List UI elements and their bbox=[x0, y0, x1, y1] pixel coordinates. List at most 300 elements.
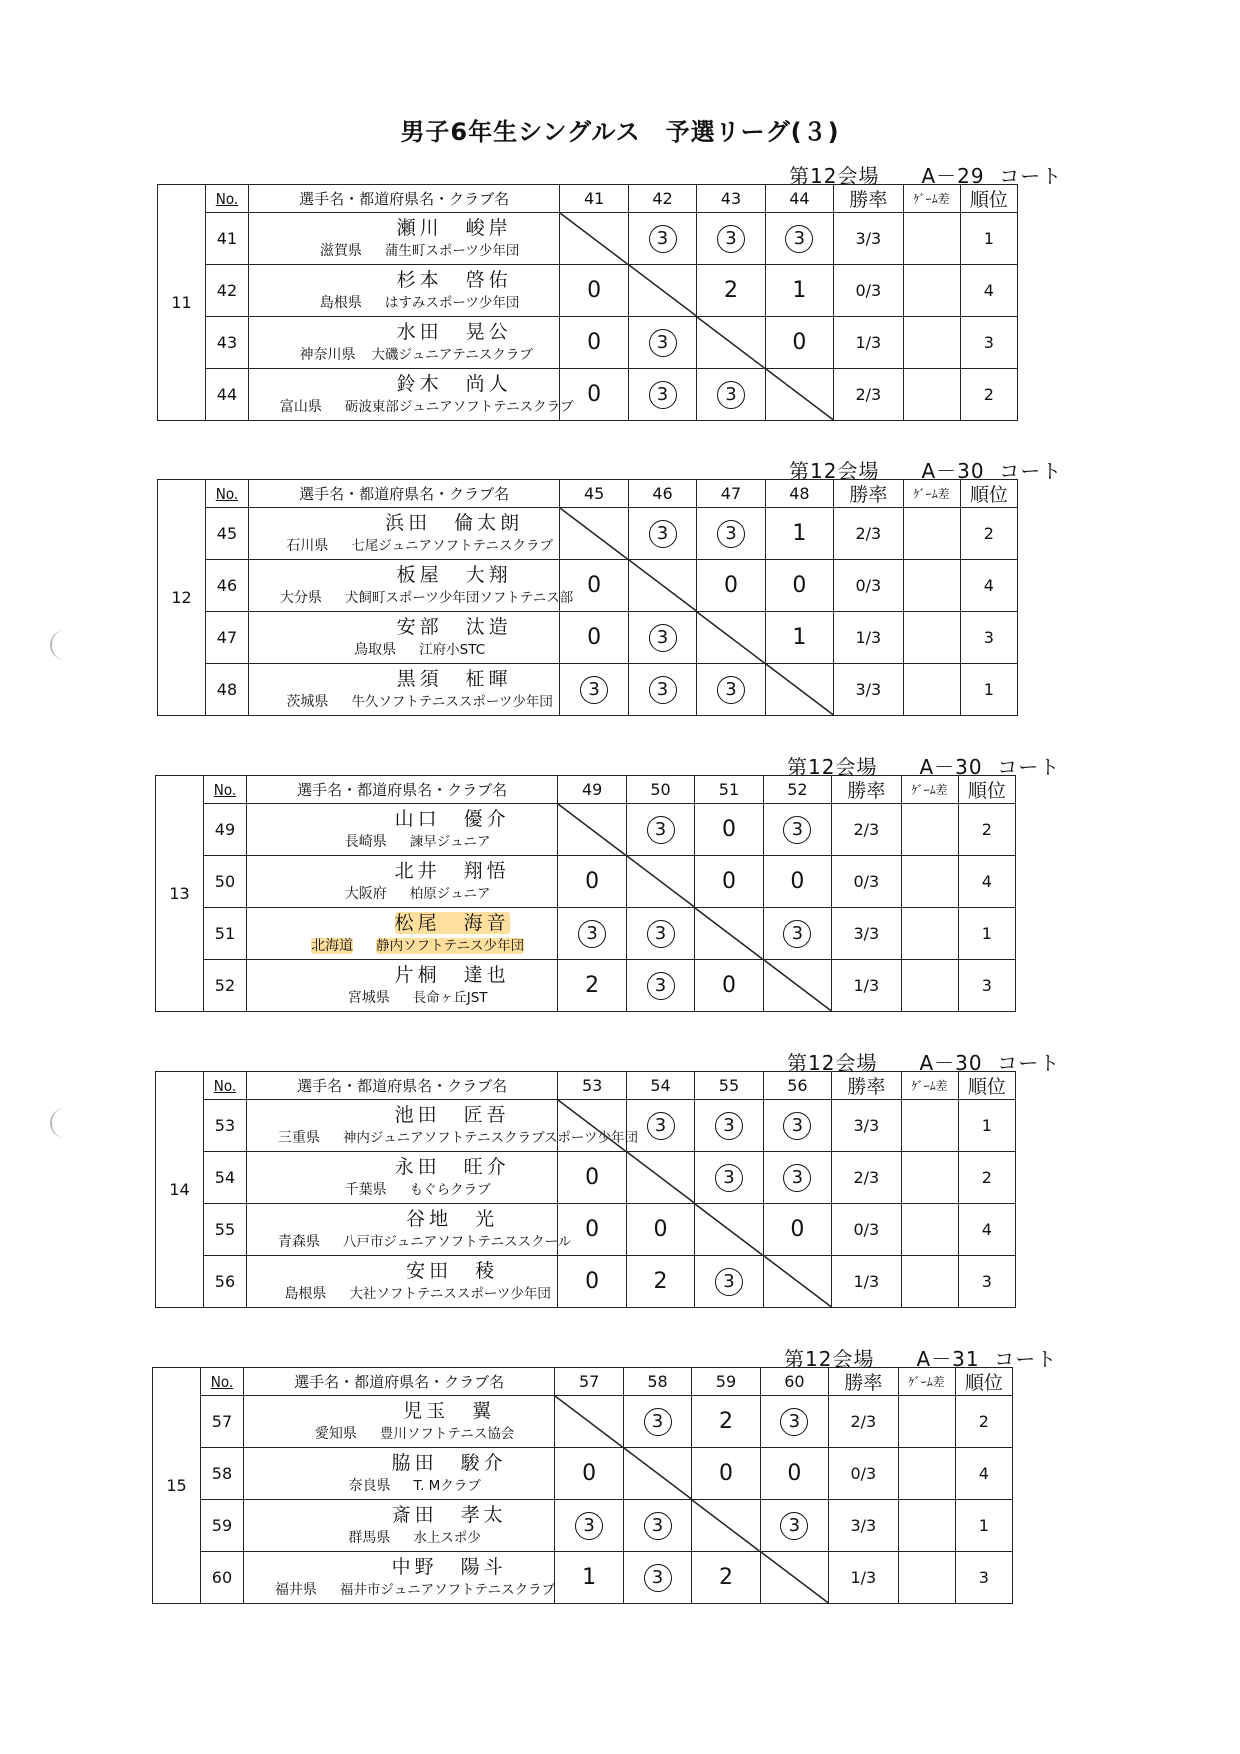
header-name: 選手名・都道府県名・クラブ名 bbox=[243, 1368, 555, 1396]
player-name: 水田 晃公 bbox=[396, 321, 512, 343]
match-result-win bbox=[628, 612, 696, 664]
table-header-row bbox=[156, 1072, 1016, 1100]
circled-win-score: 3 bbox=[717, 676, 745, 704]
rank: 3 bbox=[958, 1256, 1015, 1308]
circled-win-score: 3 bbox=[783, 920, 811, 948]
player-no: 60 bbox=[201, 1552, 244, 1604]
player-name: 松尾 海音 bbox=[394, 912, 510, 934]
player-name: 山口 優介 bbox=[394, 808, 510, 830]
match-result: 1 bbox=[765, 508, 833, 560]
rank: 4 bbox=[955, 1448, 1012, 1500]
match-result-win bbox=[628, 664, 696, 716]
header-opponent-no: 55 bbox=[695, 1072, 763, 1100]
win-rate: 2/3 bbox=[832, 804, 901, 856]
league-table-11 bbox=[157, 184, 1018, 421]
rank: 3 bbox=[955, 1552, 1012, 1604]
prefecture: 富山県 bbox=[279, 399, 322, 415]
prefecture: 大阪府 bbox=[344, 886, 387, 902]
circled-win-score: 3 bbox=[649, 520, 677, 548]
self-match-cell bbox=[765, 369, 833, 421]
rank: 2 bbox=[955, 1396, 1012, 1448]
player-name: 黒須 柾暉 bbox=[396, 668, 512, 690]
diagonal-slash bbox=[692, 1500, 759, 1551]
circled-win-score: 3 bbox=[649, 676, 677, 704]
game-diff bbox=[903, 265, 960, 317]
match-result-win bbox=[628, 317, 696, 369]
match-result: 0 bbox=[692, 1448, 760, 1500]
club-name: 水上スポ少 bbox=[413, 1530, 481, 1546]
header-win-rate: 勝率 bbox=[832, 1072, 901, 1100]
match-result: 0 bbox=[560, 612, 628, 664]
player-name: 瀬川 峻岸 bbox=[396, 217, 512, 239]
circled-win-score: 3 bbox=[575, 1512, 603, 1540]
win-rate: 1/3 bbox=[832, 960, 901, 1012]
player-name: 斎田 孝太 bbox=[391, 1504, 507, 1526]
header-opponent-no: 48 bbox=[765, 480, 833, 508]
circled-win-score: 3 bbox=[783, 1112, 811, 1140]
player-cell bbox=[246, 856, 558, 908]
club-name: T. Mクラブ bbox=[413, 1478, 481, 1494]
player-row bbox=[156, 908, 1016, 960]
match-result: 0 bbox=[765, 317, 833, 369]
match-result-win bbox=[626, 960, 694, 1012]
player-cell bbox=[248, 369, 574, 421]
header-opponent-no: 53 bbox=[558, 1072, 626, 1100]
club-name: 豊川ソフトテニス協会 bbox=[379, 1426, 515, 1442]
player-no: 46 bbox=[206, 560, 249, 612]
prefecture: 茨城県 bbox=[286, 694, 329, 710]
header-opponent-no: 52 bbox=[763, 776, 831, 804]
match-result: 0 bbox=[695, 804, 763, 856]
game-diff bbox=[898, 1448, 955, 1500]
self-match-cell bbox=[763, 1256, 831, 1308]
circled-win-score: 3 bbox=[647, 816, 675, 844]
match-result: 2 bbox=[558, 960, 626, 1012]
game-diff bbox=[901, 856, 958, 908]
match-result: 0 bbox=[765, 560, 833, 612]
win-rate: 0/3 bbox=[834, 265, 903, 317]
prefecture: 宮城県 bbox=[347, 990, 390, 1006]
rank: 4 bbox=[958, 1204, 1015, 1256]
match-result: 0 bbox=[555, 1448, 623, 1500]
match-result: 2 bbox=[692, 1552, 760, 1604]
player-no: 49 bbox=[204, 804, 247, 856]
self-match-cell bbox=[695, 1204, 763, 1256]
club-name: 蒲生町スポーツ少年団 bbox=[384, 243, 520, 259]
circled-win-score: 3 bbox=[647, 972, 675, 1000]
game-diff bbox=[903, 508, 960, 560]
match-result-win bbox=[626, 804, 694, 856]
header-no: No. bbox=[206, 185, 249, 213]
group-number: 11 bbox=[158, 185, 206, 421]
header-game-diff: ｹﾞｰﾑ差 bbox=[903, 185, 960, 213]
player-name: 安部 汰造 bbox=[396, 616, 512, 638]
league-table-12 bbox=[157, 479, 1018, 716]
self-match-cell bbox=[560, 508, 628, 560]
club-name: 七尾ジュニアソフトテニスクラブ bbox=[351, 538, 553, 554]
player-cell bbox=[246, 804, 558, 856]
self-match-cell bbox=[626, 1152, 694, 1204]
table-header-row bbox=[153, 1368, 1013, 1396]
match-result: 0 bbox=[695, 856, 763, 908]
player-cell bbox=[246, 908, 558, 960]
club-name: 長命ヶ丘JST bbox=[412, 990, 488, 1006]
player-row bbox=[153, 1500, 1013, 1552]
player-no: 54 bbox=[204, 1152, 247, 1204]
header-no: No. bbox=[206, 480, 249, 508]
player-cell bbox=[246, 960, 558, 1012]
rank: 1 bbox=[958, 908, 1015, 960]
self-match-cell bbox=[697, 612, 765, 664]
circled-win-score: 3 bbox=[649, 329, 677, 357]
match-result: 0 bbox=[763, 856, 831, 908]
header-opponent-no: 47 bbox=[697, 480, 765, 508]
header-opponent-no: 54 bbox=[626, 1072, 694, 1100]
group-number: 12 bbox=[158, 480, 206, 716]
player-name: 永田 旺介 bbox=[394, 1156, 510, 1178]
game-diff bbox=[901, 908, 958, 960]
match-result-win bbox=[558, 908, 626, 960]
prefecture: 千葉県 bbox=[344, 1182, 387, 1198]
prefecture: 神奈川県 bbox=[299, 347, 356, 363]
club-name: 大磯ジュニアテニスクラブ bbox=[371, 347, 533, 363]
match-result: 0 bbox=[560, 560, 628, 612]
win-rate: 0/3 bbox=[832, 856, 901, 908]
game-diff bbox=[901, 1100, 958, 1152]
header-opponent-no: 50 bbox=[626, 776, 694, 804]
match-result-win bbox=[560, 664, 628, 716]
header-game-diff: ｹﾞｰﾑ差 bbox=[903, 480, 960, 508]
self-match-cell bbox=[628, 265, 696, 317]
game-diff bbox=[903, 317, 960, 369]
player-no: 58 bbox=[201, 1448, 244, 1500]
player-cell bbox=[248, 664, 560, 716]
match-result-win bbox=[697, 213, 765, 265]
header-win-rate: 勝率 bbox=[829, 1368, 898, 1396]
match-result-win bbox=[763, 1152, 831, 1204]
header-rank: 順位 bbox=[958, 776, 1015, 804]
player-no: 52 bbox=[204, 960, 247, 1012]
match-result: 1 bbox=[555, 1552, 623, 1604]
player-name: 北井 翔悟 bbox=[394, 860, 510, 882]
game-diff bbox=[901, 960, 958, 1012]
header-game-diff: ｹﾞｰﾑ差 bbox=[898, 1368, 955, 1396]
player-row bbox=[156, 960, 1016, 1012]
diagonal-slash bbox=[695, 1204, 762, 1255]
header-opponent-no: 59 bbox=[692, 1368, 760, 1396]
game-diff bbox=[903, 612, 960, 664]
game-diff bbox=[903, 560, 960, 612]
prefecture: 愛知県 bbox=[314, 1426, 357, 1442]
venue-court-label: 第12会場 A－30 コート bbox=[789, 459, 1063, 483]
diagonal-slash bbox=[764, 1256, 831, 1307]
table-header-row bbox=[158, 185, 1018, 213]
league-table-15 bbox=[152, 1367, 1013, 1604]
match-result-win bbox=[763, 1100, 831, 1152]
header-opponent-no: 41 bbox=[560, 185, 628, 213]
match-result-win bbox=[626, 1100, 694, 1152]
player-cell bbox=[246, 1152, 558, 1204]
circled-win-score: 3 bbox=[715, 1164, 743, 1192]
diagonal-slash bbox=[766, 664, 833, 715]
win-rate: 0/3 bbox=[834, 560, 903, 612]
win-rate: 1/3 bbox=[834, 317, 903, 369]
player-cell bbox=[246, 1204, 572, 1256]
rank: 1 bbox=[955, 1500, 1012, 1552]
win-rate: 0/3 bbox=[829, 1448, 898, 1500]
match-result-win bbox=[623, 1396, 691, 1448]
circled-win-score: 3 bbox=[644, 1564, 672, 1592]
match-result-win bbox=[626, 908, 694, 960]
diagonal-slash bbox=[695, 908, 762, 959]
league-table-13 bbox=[155, 775, 1016, 1012]
match-result: 2 bbox=[626, 1256, 694, 1308]
club-name: 大社ソフトテニススポーツ少年団 bbox=[349, 1286, 551, 1302]
prefecture: 島根県 bbox=[284, 1286, 327, 1302]
club-name: 牛久ソフトテニススポーツ少年団 bbox=[351, 694, 553, 710]
rank: 3 bbox=[960, 612, 1017, 664]
diagonal-slash bbox=[627, 1152, 694, 1203]
player-name: 谷地 光 bbox=[406, 1208, 499, 1230]
match-result: 0 bbox=[697, 560, 765, 612]
diagonal-slash bbox=[560, 213, 627, 264]
diagonal-slash bbox=[629, 560, 696, 611]
prefecture: 島根県 bbox=[319, 295, 362, 311]
player-cell bbox=[248, 265, 560, 317]
circled-win-score: 3 bbox=[715, 1268, 743, 1296]
club-name: 砺波東部ジュニアソフトテニスクラブ bbox=[344, 399, 574, 415]
prefecture: 長崎県 bbox=[344, 834, 387, 850]
player-row bbox=[158, 508, 1018, 560]
header-name: 選手名・都道府県名・クラブ名 bbox=[246, 776, 558, 804]
header-rank: 順位 bbox=[960, 480, 1017, 508]
player-row bbox=[158, 317, 1018, 369]
header-rank: 順位 bbox=[958, 1072, 1015, 1100]
self-match-cell bbox=[697, 317, 765, 369]
match-result: 0 bbox=[560, 265, 628, 317]
circled-win-score: 3 bbox=[783, 1164, 811, 1192]
header-opponent-no: 58 bbox=[623, 1368, 691, 1396]
circled-win-score: 3 bbox=[717, 520, 745, 548]
rank: 2 bbox=[958, 804, 1015, 856]
player-no: 42 bbox=[206, 265, 249, 317]
circled-win-score: 3 bbox=[717, 381, 745, 409]
win-rate: 3/3 bbox=[834, 664, 903, 716]
circled-win-score: 3 bbox=[644, 1408, 672, 1436]
player-cell bbox=[248, 612, 560, 664]
header-name: 選手名・都道府県名・クラブ名 bbox=[248, 480, 560, 508]
circled-win-score: 3 bbox=[783, 816, 811, 844]
player-no: 44 bbox=[206, 369, 249, 421]
win-rate: 2/3 bbox=[834, 369, 903, 421]
diagonal-slash bbox=[555, 1396, 622, 1447]
match-result: 0 bbox=[760, 1448, 828, 1500]
diagonal-slash bbox=[697, 317, 764, 368]
match-result: 0 bbox=[560, 369, 628, 421]
match-result: 1 bbox=[765, 265, 833, 317]
diagonal-slash bbox=[560, 508, 627, 559]
game-diff bbox=[901, 804, 958, 856]
rank: 4 bbox=[960, 560, 1017, 612]
player-name: 児玉 翼 bbox=[403, 1400, 496, 1422]
match-result-win bbox=[628, 508, 696, 560]
player-row bbox=[156, 856, 1016, 908]
match-result: 0 bbox=[763, 1204, 831, 1256]
player-no: 59 bbox=[201, 1500, 244, 1552]
match-result-win bbox=[760, 1396, 828, 1448]
win-rate: 3/3 bbox=[834, 213, 903, 265]
circled-win-score: 3 bbox=[647, 1112, 675, 1140]
self-match-cell bbox=[555, 1396, 623, 1448]
self-match-cell bbox=[695, 908, 763, 960]
player-cell bbox=[248, 508, 560, 560]
player-name: 浜田 倫太朗 bbox=[385, 512, 524, 534]
header-rank: 順位 bbox=[955, 1368, 1012, 1396]
prefecture: 群馬県 bbox=[348, 1530, 391, 1546]
circled-win-score: 3 bbox=[649, 381, 677, 409]
player-name: 池田 匠吾 bbox=[394, 1104, 510, 1126]
self-match-cell bbox=[765, 664, 833, 716]
prefecture: 三重県 bbox=[277, 1130, 320, 1146]
header-win-rate: 勝率 bbox=[832, 776, 901, 804]
player-name: 安田 稜 bbox=[406, 1260, 499, 1282]
player-row bbox=[158, 612, 1018, 664]
player-row bbox=[153, 1396, 1013, 1448]
self-match-cell bbox=[560, 213, 628, 265]
rank: 3 bbox=[960, 317, 1017, 369]
club-name: 江府小STC bbox=[419, 642, 486, 658]
venue-court-label: 第12会場 A－29 コート bbox=[789, 164, 1063, 188]
club-name: 柏原ジュニア bbox=[409, 886, 491, 902]
self-match-cell bbox=[760, 1552, 828, 1604]
match-result-win bbox=[628, 213, 696, 265]
header-game-diff: ｹﾞｰﾑ差 bbox=[901, 1072, 958, 1100]
rank: 4 bbox=[958, 856, 1015, 908]
match-result-win bbox=[695, 1100, 763, 1152]
win-rate: 3/3 bbox=[829, 1500, 898, 1552]
match-result: 2 bbox=[697, 265, 765, 317]
header-opponent-no: 42 bbox=[628, 185, 696, 213]
player-no: 41 bbox=[206, 213, 249, 265]
win-rate: 0/3 bbox=[832, 1204, 901, 1256]
player-no: 48 bbox=[206, 664, 249, 716]
circled-win-score: 3 bbox=[647, 920, 675, 948]
player-row bbox=[158, 560, 1018, 612]
player-row bbox=[153, 1552, 1013, 1604]
player-cell bbox=[243, 1448, 555, 1500]
diagonal-slash bbox=[627, 856, 694, 907]
prefecture: 福井県 bbox=[274, 1582, 317, 1598]
match-result-win bbox=[763, 804, 831, 856]
venue-court-label: 第12会場 A－30 コート bbox=[787, 755, 1061, 779]
player-cell bbox=[246, 1256, 558, 1308]
header-game-diff: ｹﾞｰﾑ差 bbox=[901, 776, 958, 804]
player-no: 57 bbox=[201, 1396, 244, 1448]
diagonal-slash bbox=[766, 369, 833, 420]
match-result-win bbox=[697, 508, 765, 560]
circled-win-score: 3 bbox=[580, 676, 608, 704]
header-opponent-no: 60 bbox=[760, 1368, 828, 1396]
match-result-win bbox=[628, 369, 696, 421]
circled-win-score: 3 bbox=[780, 1512, 808, 1540]
league-table-14 bbox=[155, 1071, 1016, 1308]
self-match-cell bbox=[692, 1500, 760, 1552]
venue-court-label: 第12会場 A－30 コート bbox=[787, 1051, 1061, 1075]
player-name: 脇田 駿介 bbox=[391, 1452, 507, 1474]
win-rate: 2/3 bbox=[829, 1396, 898, 1448]
game-diff bbox=[901, 1256, 958, 1308]
game-diff bbox=[903, 213, 960, 265]
header-opponent-no: 56 bbox=[763, 1072, 831, 1100]
player-row bbox=[158, 213, 1018, 265]
self-match-cell bbox=[763, 960, 831, 1012]
game-diff bbox=[901, 1152, 958, 1204]
player-no: 56 bbox=[204, 1256, 247, 1308]
game-diff bbox=[898, 1552, 955, 1604]
rank: 1 bbox=[960, 664, 1017, 716]
match-result-win bbox=[697, 664, 765, 716]
match-result-win bbox=[695, 1152, 763, 1204]
player-cell bbox=[243, 1552, 555, 1604]
header-no: No. bbox=[201, 1368, 244, 1396]
venue-court-label: 第12会場 A－31 コート bbox=[784, 1347, 1058, 1371]
prefecture: 石川県 bbox=[286, 538, 329, 554]
player-cell bbox=[243, 1396, 555, 1448]
match-result-win bbox=[623, 1552, 691, 1604]
diagonal-slash bbox=[629, 265, 696, 316]
group-number: 13 bbox=[156, 776, 204, 1012]
game-diff bbox=[903, 664, 960, 716]
player-row bbox=[158, 265, 1018, 317]
game-diff bbox=[901, 1204, 958, 1256]
header-opponent-no: 46 bbox=[628, 480, 696, 508]
match-result: 0 bbox=[558, 1152, 626, 1204]
punch-hole-mark bbox=[50, 630, 68, 660]
player-cell bbox=[243, 1500, 555, 1552]
win-rate: 1/3 bbox=[834, 612, 903, 664]
group-number: 14 bbox=[156, 1072, 204, 1308]
circled-win-score: 3 bbox=[780, 1408, 808, 1436]
header-name: 選手名・都道府県名・クラブ名 bbox=[246, 1072, 558, 1100]
self-match-cell bbox=[558, 1100, 626, 1152]
player-row bbox=[156, 1204, 1016, 1256]
club-name: 静内ソフトテニス少年団 bbox=[376, 938, 525, 954]
header-rank: 順位 bbox=[960, 185, 1017, 213]
self-match-cell bbox=[623, 1448, 691, 1500]
header-opponent-no: 57 bbox=[555, 1368, 623, 1396]
game-diff bbox=[898, 1500, 955, 1552]
player-no: 45 bbox=[206, 508, 249, 560]
club-name: 八戸市ジュニアソフトテニススクール bbox=[342, 1234, 572, 1250]
club-name: 諫早ジュニア bbox=[409, 834, 491, 850]
rank: 2 bbox=[960, 369, 1017, 421]
prefecture: 奈良県 bbox=[348, 1478, 391, 1494]
prefecture: 大分県 bbox=[279, 590, 322, 606]
win-rate: 1/3 bbox=[832, 1256, 901, 1308]
header-name: 選手名・都道府県名・クラブ名 bbox=[248, 185, 560, 213]
rank: 3 bbox=[958, 960, 1015, 1012]
win-rate: 2/3 bbox=[832, 1152, 901, 1204]
prefecture: 滋賀県 bbox=[319, 243, 362, 259]
player-name: 中野 陽斗 bbox=[391, 1556, 507, 1578]
player-row bbox=[158, 664, 1018, 716]
rank: 1 bbox=[960, 213, 1017, 265]
match-result: 0 bbox=[695, 960, 763, 1012]
player-name: 片桐 達也 bbox=[394, 964, 510, 986]
diagonal-slash bbox=[624, 1448, 691, 1499]
diagonal-slash bbox=[761, 1552, 828, 1603]
punch-hole-mark bbox=[50, 1108, 68, 1138]
